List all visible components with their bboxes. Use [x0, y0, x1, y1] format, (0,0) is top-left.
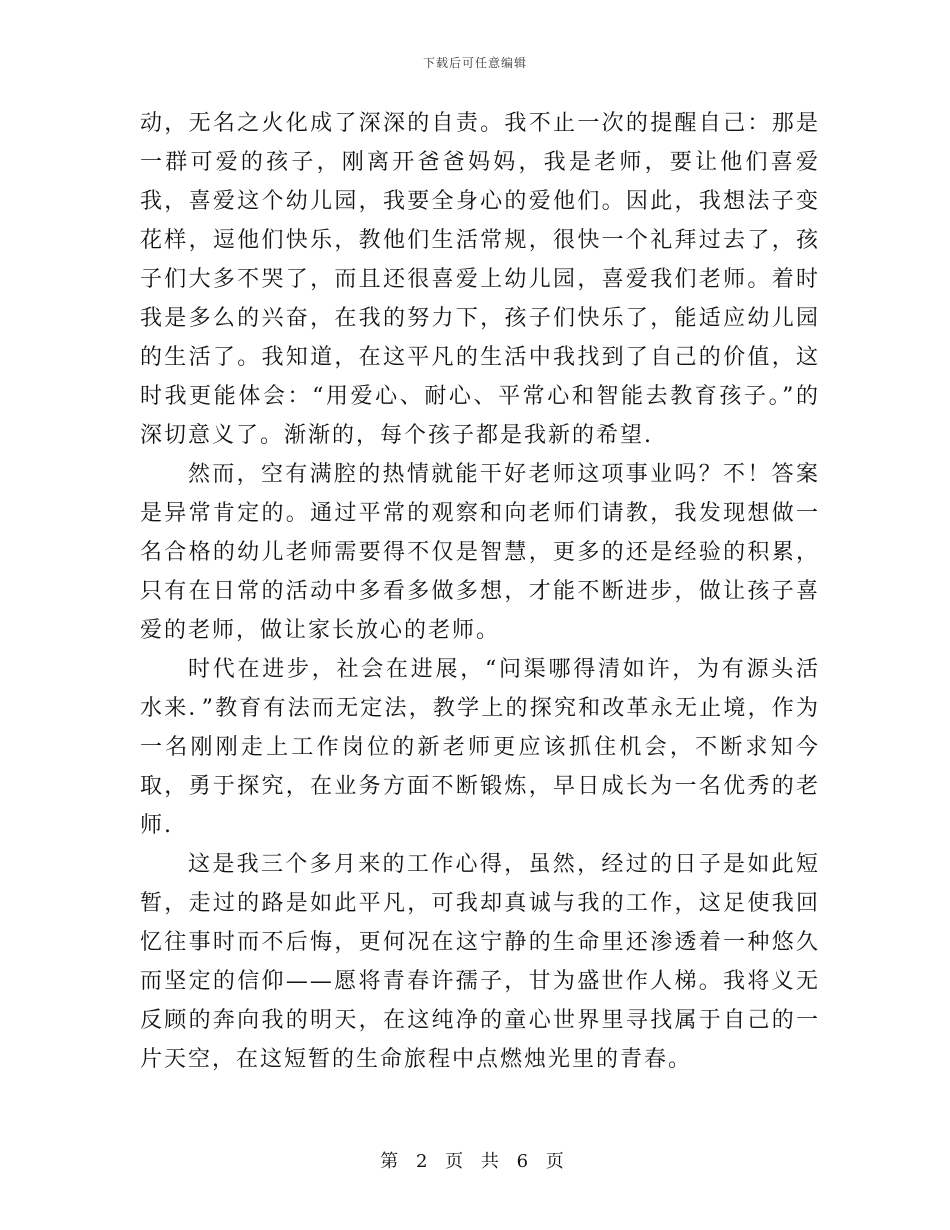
paragraph: 时代在进步，社会在进展，“问渠哪得清如许，为有源头活水来．”教育有法而无定法，教学上的探究和改革永无止境，作为一名刚刚走上工作岗位的新老师更应该抓住机会，不断求知今取，勇于探究，在业务方面不断锻炼，早日成长为一名优秀的老师.	[140, 657, 820, 838]
paragraph: 然而，空有满腔的热情就能干好老师这项事业吗？不！答案是异常肯定的。通过平常的观察和向老师们请教，我发现想做一名合格的幼儿老师需要得不仅是智慧，更多的还是经验的积累，只有在日常的活动中多看多做多想，才能不断进步，做让孩子喜爱的老师，做让家长放心的老师。	[140, 462, 820, 643]
page-header: 下载后可任意编辑	[422, 56, 527, 70]
page-footer: 第 2 页 共 6 页	[380, 1151, 570, 1172]
paragraph-continued: 动，无名之火化成了深深的自责。我不止一次的提醒自己：那是一群可爱的孩子，刚离开爸爸妈妈，我是老师，要让他们喜爱我，喜爱这个幼儿园，我要全身心的爱他们。因此，我想法子变花样，逗他们快乐，教他们生活常规，很快一个礼拜过去了，孩子们大多不哭了，而且还很喜爱上幼儿园，喜爱我们老师。着时我是多么的兴奋，在我的努力下，孩子们快乐了，能适应幼儿园的生活了。我知道，在这平凡的生活中我找到了自己的价值，这时我更能体会：“用爱心、耐心、平常心和智能去教育孩子。”的深切意义了。渐渐的，每个孩子都是我新的希望.	[140, 111, 820, 448]
document-body	[140, 104, 820, 1079]
paragraph: 这是我三个多月来的工作心得，虽然，经过的日子是如此短暂，走过的路是如此平凡，可我却真诚与我的工作，这足使我回忆往事时而不后悔，更何况在这宁静的生命里还渗透着一种悠久而坚定的信仰——愿将青春许孺子，甘为盛世作人梯。我将义无反顾的奔向我的明天，在这纯净的童心世界里寻找属于自己的一片天空，在这短暂的生命旅程中点燃烛光里的青春。	[140, 852, 820, 1072]
